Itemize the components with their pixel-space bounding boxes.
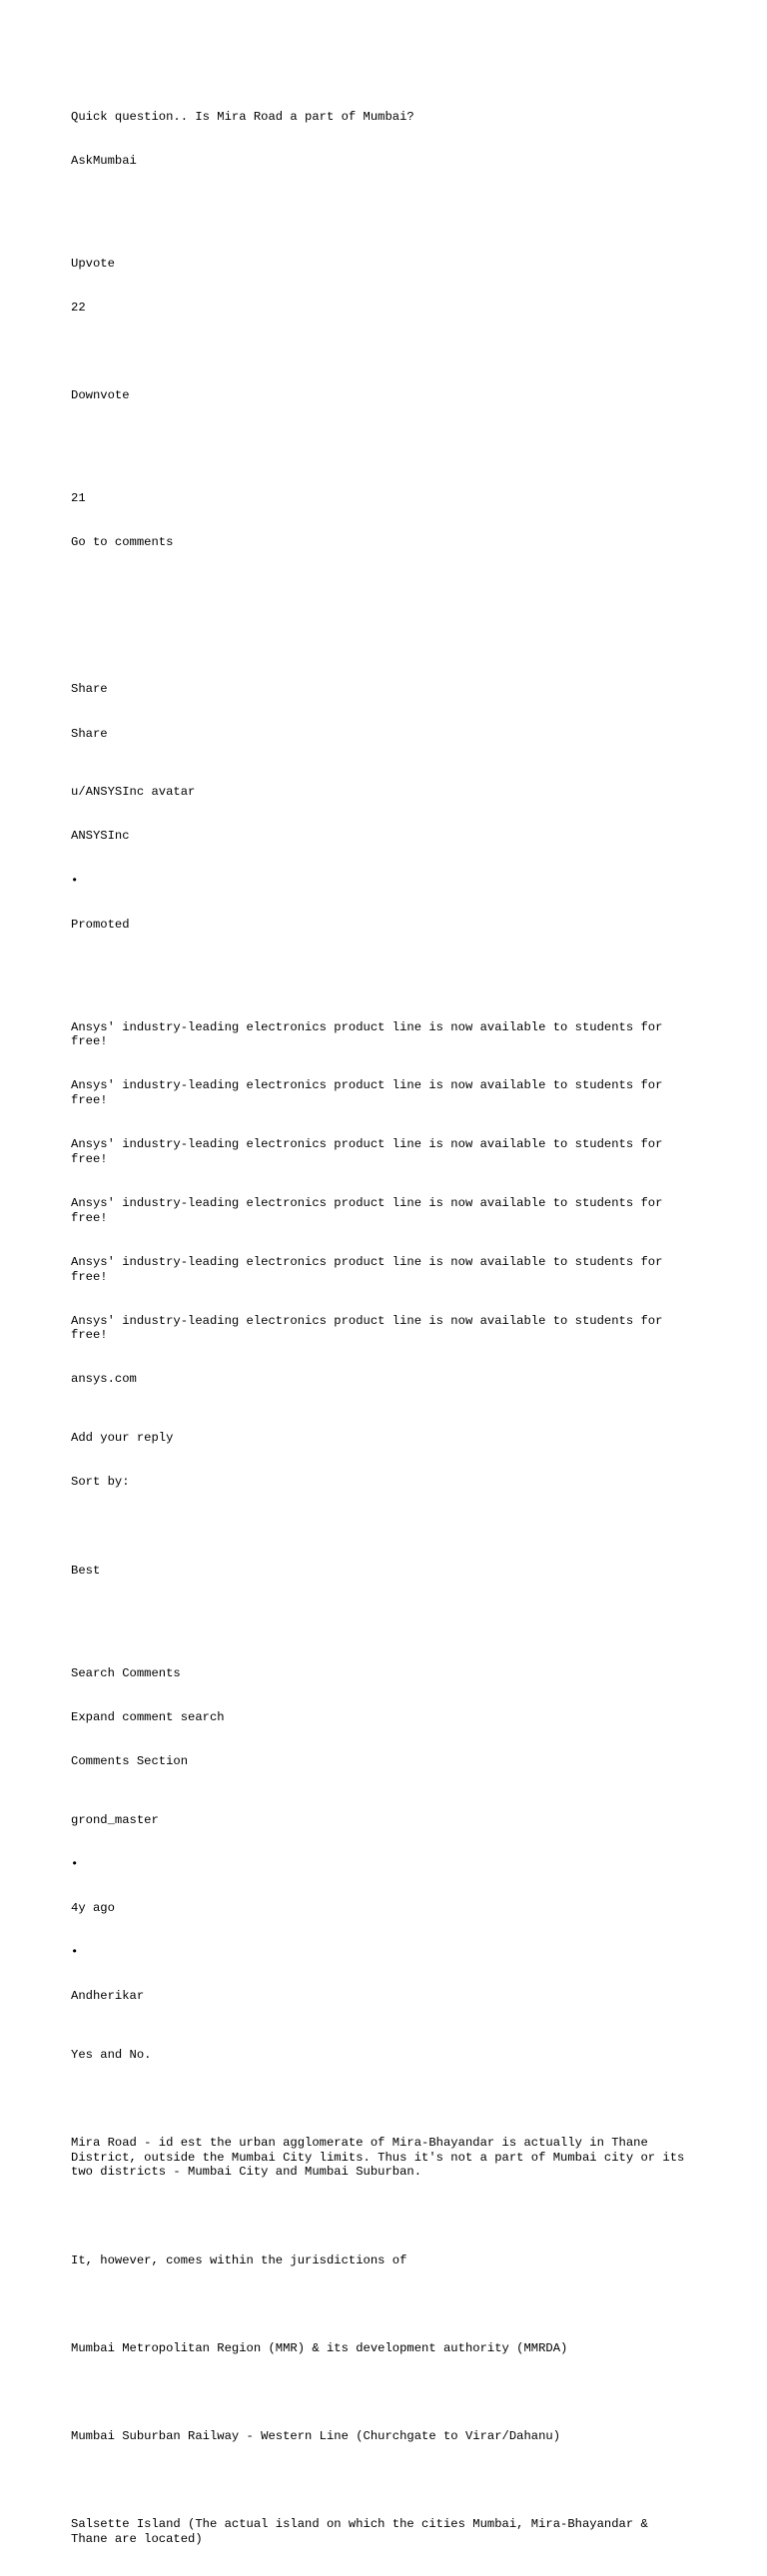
subreddit-link[interactable]: AskMumbai — [71, 154, 137, 169]
spacer — [71, 624, 690, 639]
comment-paragraph: Yes and No. — [71, 2047, 152, 2062]
comment-author[interactable]: grond_master — [71, 1812, 159, 1827]
promoted-headline[interactable]: Ansys' industry-leading electronics product line is now available to students for free! — [71, 1019, 670, 1049]
page-content — [71, 66, 690, 2576]
promoted-headline[interactable]: Ansys' industry-leading electronics product line is now available to students for free! — [71, 1196, 670, 1225]
spacer — [71, 433, 690, 448]
spacer — [71, 344, 690, 359]
spacer — [71, 2092, 690, 2107]
spacer — [71, 962, 690, 976]
share-button[interactable]: Share — [71, 682, 108, 697]
spacer — [71, 1520, 690, 1535]
expand-comment-search-button[interactable]: Expand comment search — [71, 1709, 225, 1724]
promoted-headline[interactable]: Ansys' industry-leading electronics product line is now available to students for free! — [71, 1137, 670, 1166]
sort-label: Sort by: — [71, 1475, 130, 1490]
comments-section-heading: Comments Section — [71, 1753, 189, 1768]
separator-dot: • — [71, 1856, 79, 1871]
spacer — [71, 2473, 690, 2488]
spacer — [71, 1608, 690, 1622]
go-to-comments-link[interactable]: Go to comments — [71, 535, 174, 550]
promoted-headline[interactable]: Ansys' industry-leading electronics product line is now available to students for free! — [71, 1078, 670, 1108]
comment-count: 21 — [71, 491, 86, 506]
comment-paragraph: Salsette Island (The actual island on which the cities Mumbai, Mira-Bhayandar & Thane are located) — [71, 2517, 656, 2546]
spacer — [71, 198, 690, 213]
avatar[interactable]: u/ANSYSInc avatar — [71, 785, 196, 800]
vote-score: 22 — [71, 301, 86, 316]
promoted-username[interactable]: ANSYSInc — [71, 829, 130, 844]
spacer — [71, 580, 690, 595]
post-title[interactable]: Quick question.. Is Mira Road a part of Mumbai? — [71, 110, 414, 125]
spacer — [71, 2297, 690, 2312]
promoted-domain-link[interactable]: ansys.com — [71, 1372, 137, 1387]
comment-paragraph: Mumbai Metropolitan Region (MMR) & its development authority (MMRDA) — [71, 2340, 568, 2355]
upvote-button[interactable]: Upvote — [71, 257, 115, 272]
downvote-button[interactable]: Downvote — [71, 388, 130, 403]
promoted-headline[interactable]: Ansys' industry-leading electronics product line is now available to students for free! — [71, 1254, 670, 1284]
comment-paragraph: Mira Road - id est the urban agglomerate of Mira-Bhayandar is actually in Thane District, outside the Mumbai City limits. Thus it's not a part of Mumbai city or its two districts - Mumbai City and Mumbai Suburban. — [71, 2136, 692, 2180]
user-flair: Andherikar — [71, 1988, 145, 2003]
spacer — [71, 2385, 690, 2400]
comment-paragraph: It, however, comes within the jurisdictions of — [71, 2253, 407, 2267]
comment-paragraph: Mumbai Suburban Railway - Western Line (Churchgate to Virar/Dahanu) — [71, 2429, 561, 2444]
promoted-headline[interactable]: Ansys' industry-leading electronics product line is now available to students for free! — [71, 1313, 670, 1343]
add-reply-button[interactable]: Add your reply — [71, 1431, 174, 1446]
promoted-label: Promoted — [71, 917, 130, 932]
share-label: Share — [71, 726, 108, 741]
sort-dropdown[interactable]: Best — [71, 1563, 101, 1578]
comment-timestamp: 4y ago — [71, 1900, 115, 1915]
separator-dot: • — [71, 873, 79, 888]
search-comments-input[interactable]: Search Comments — [71, 1665, 181, 1680]
spacer — [71, 2210, 690, 2225]
separator-dot: • — [71, 1944, 79, 1959]
